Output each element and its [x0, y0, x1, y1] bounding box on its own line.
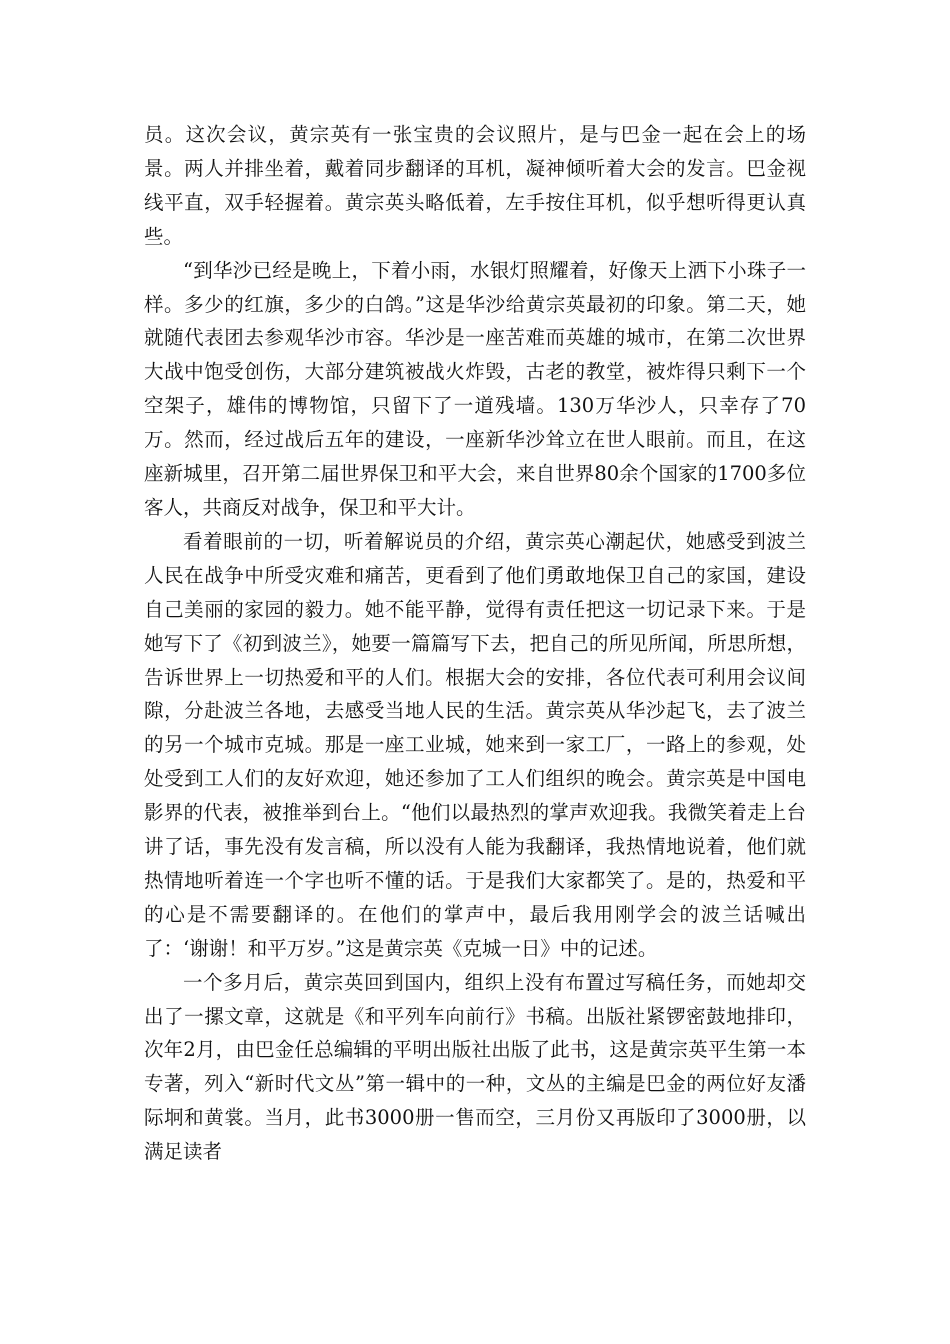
- paragraph-2: “到华沙已经是晚上，下着小雨，水银灯照耀着，好像天上洒下小珠子一样。多少的红旗，多少的白鸽。”这是华沙给黄宗英最初的印象。第二天，她就随代表团去参观华沙市容。华沙是一座苦难而英雄的城市，在第二次世界大战中饱受创伤，大部分建筑被战火炸毁，古老的教堂，被炸得只剩下一个空架子，雄伟的博物馆，只留下了一道残墙。130万华沙人，只幸存了70万。然而，经过战后五年的建设，一座新华沙耸立在世人眼前。而且，在这座新城里，召开第二届世界保卫和平大会，来自世界80余个国家的1700多位客人，共商反对战争，保卫和平大计。: [144, 258, 806, 519]
- paragraph-4: 一个多月后，黄宗英回到国内，组织上没有布置过写稿任务，而她却交出了一摞文章，这就是《和平列车向前行》书稿。出版社紧锣密鼓地排印，次年2月，由巴金任总编辑的平明出版社出版了此书，这是黄宗英平生第一本专著，列入“新时代文丛”第一辑中的一种，文丛的主编是巴金的两位好友潘际坰和黄裳。当月，此书3000册一售而空，三月份又再版印了3000册，以满足读者: [144, 970, 806, 1164]
- paragraph-3: 看着眼前的一切，听着解说员的介绍，黄宗英心潮起伏，她感受到波兰人民在战争中所受灾难和痛苦，更看到了他们勇敢地保卫自己的家国，建设自己美丽的家园的毅力。她不能平静，觉得有责任把这一切记录下来。于是她写下了《初到波兰》，她要一篇篇写下去，把自己的所见所闻，所思所想，告诉世界上一切热爱和平的人们。根据大会的安排，各位代表可利用会议间隙，分赴波兰各地，去感受当地人民的生活。黄宗英从华沙起飞，去了波兰的另一个城市克城。那是一座工业城，她来到一家工厂，一路上的参观，处处受到工人们的友好欢迎，她还参加了工人们组织的晚会。黄宗英是中国电影界的代表，被推举到台上。“他们以最热烈的掌声欢迎我。我微笑着走上台讲了话，事先没有发言稿，所以没有人能为我翻译，我热情地说着，他们就热情地听着连一个字也听不懂的话。于是我们大家都笑了。是的，热爱和平的心是不需要翻译的。在他们的掌声中，最后我用刚学会的波兰话喊出了：‘谢谢！和平万岁。”这是黄宗英《克城一日》中的记述。: [144, 529, 806, 960]
- body-text: [144, 118, 806, 1169]
- paragraph-1: 员。这次会议，黄宗英有一张宝贵的会议照片，是与巴金一起在会上的场景。两人并排坐着，戴着同步翻译的耳机，凝神倾听着大会的发言。巴金视线平直，双手轻握着。黄宗英头略低着，左手按住耳机，似乎想听得更认真些。: [144, 123, 806, 248]
